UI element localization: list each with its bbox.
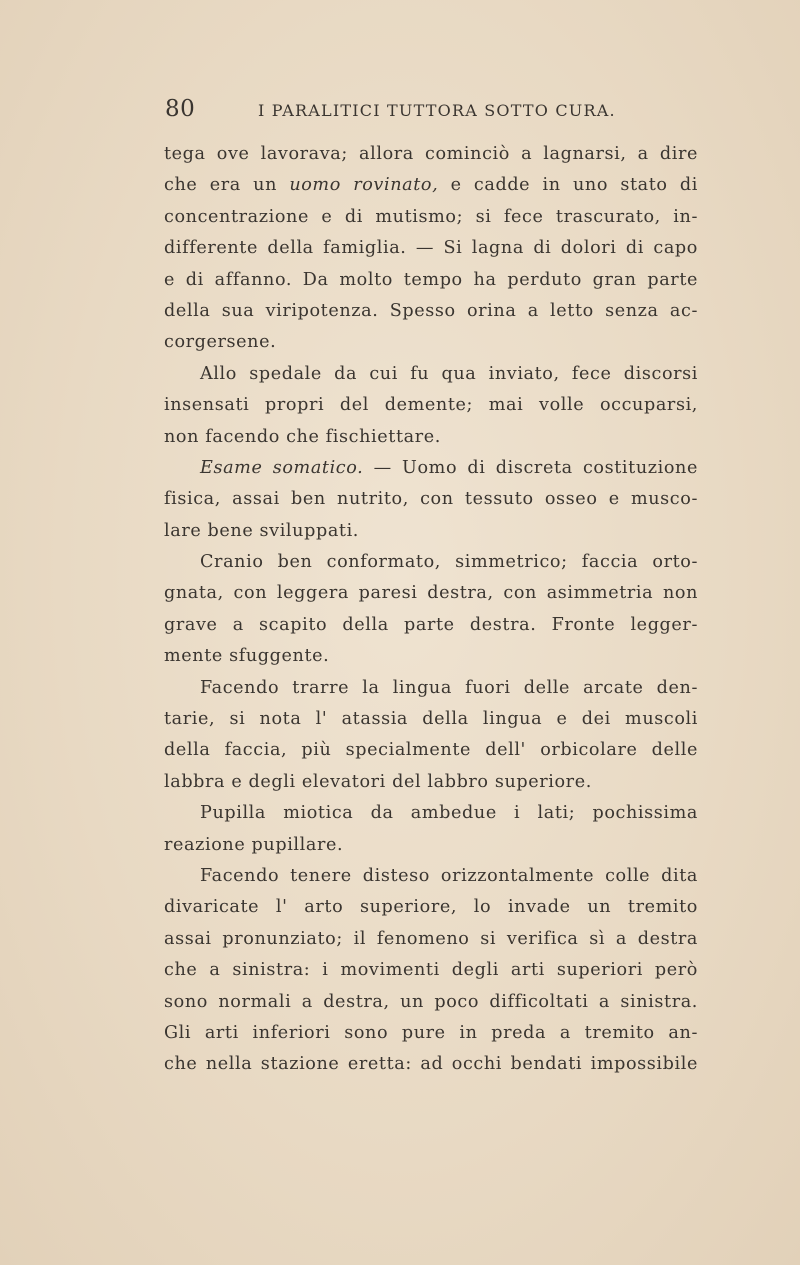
text-line: Esame somatico. — Uomo di discreta costituzione [200,457,698,478]
text-line: assai pronunziato; il fenomeno si verifica sì a destra [164,928,698,949]
text-line: labbra e degli elevatori del labbro superiore. [164,771,592,792]
text-line: della faccia, più specialmente dell' orbicolare delle [164,740,698,761]
text-line: insensati propri del demente; mai volle occuparsi, [164,395,698,416]
text-line: sono normali a destra, un poco difficoltati a sinistra. [164,991,698,1012]
text-line: Facendo tenere disteso orizzontalmente colle dita [200,865,698,886]
italic-phrase: uomo rovinato, [289,175,439,196]
italic-heading: Esame somatico. [200,457,364,478]
text-line: Cranio ben conformato, simmetrico; faccia orto- [200,552,698,573]
text-line: della sua viripotenza. Spesso orina a letto senza ac- [164,300,698,321]
text-line: Gli arti inferiori sono pure in preda a tremito an- [164,1022,698,1043]
running-title: I PARALITICI TUTTORA SOTTO CURA. [258,101,616,120]
text-line: reazione pupillare. [164,834,344,855]
text-line: fisica, assai ben nutrito, con tessuto osseo e musco- [164,489,698,510]
text-line: Allo spedale da cui fu qua inviato, fece discorsi [200,363,698,384]
text-line: mente sfuggente. [164,646,330,667]
text-line: concentrazione e di mutismo; si fece trascurato, in- [164,206,698,227]
text-line: non facendo che fischiettare. [164,426,441,447]
text-line: tega ove lavorava; allora cominciò a lagnarsi, a dire [164,144,698,164]
text-line: tarie, si nota l' atassia della lingua e dei muscoli [164,709,698,730]
body-text [164,139,698,1081]
page-number: 80 [165,96,196,122]
text-line: che era un uomo rovinato, e cadde in uno stato di [164,175,699,196]
text-line: gnata, con leggera paresi destra, con asimmetria non [164,583,698,604]
text-line: Pupilla miotica da ambedue i lati; pochissima [200,803,698,824]
text-line: differente della famiglia. — Si lagna di dolori di capo [164,238,698,259]
text-line: che a sinistra: i movimenti degli arti superiori però [164,960,698,981]
text-line: Facendo trarre la lingua fuori delle arcate den- [200,677,698,698]
page-header [165,96,705,126]
text-line: che nella stazione eretta: ad occhi bendati impossibile [164,1054,698,1075]
text-line: lare bene sviluppati. [164,520,359,541]
text-line: grave a scapito della parte destra. Fronte legger- [164,614,698,635]
text-line: divaricate l' arto superiore, lo invade un tremito [164,897,698,918]
text-line: corgersene. [164,332,277,353]
text-line: e di affanno. Da molto tempo ha perduto gran parte [164,269,698,290]
